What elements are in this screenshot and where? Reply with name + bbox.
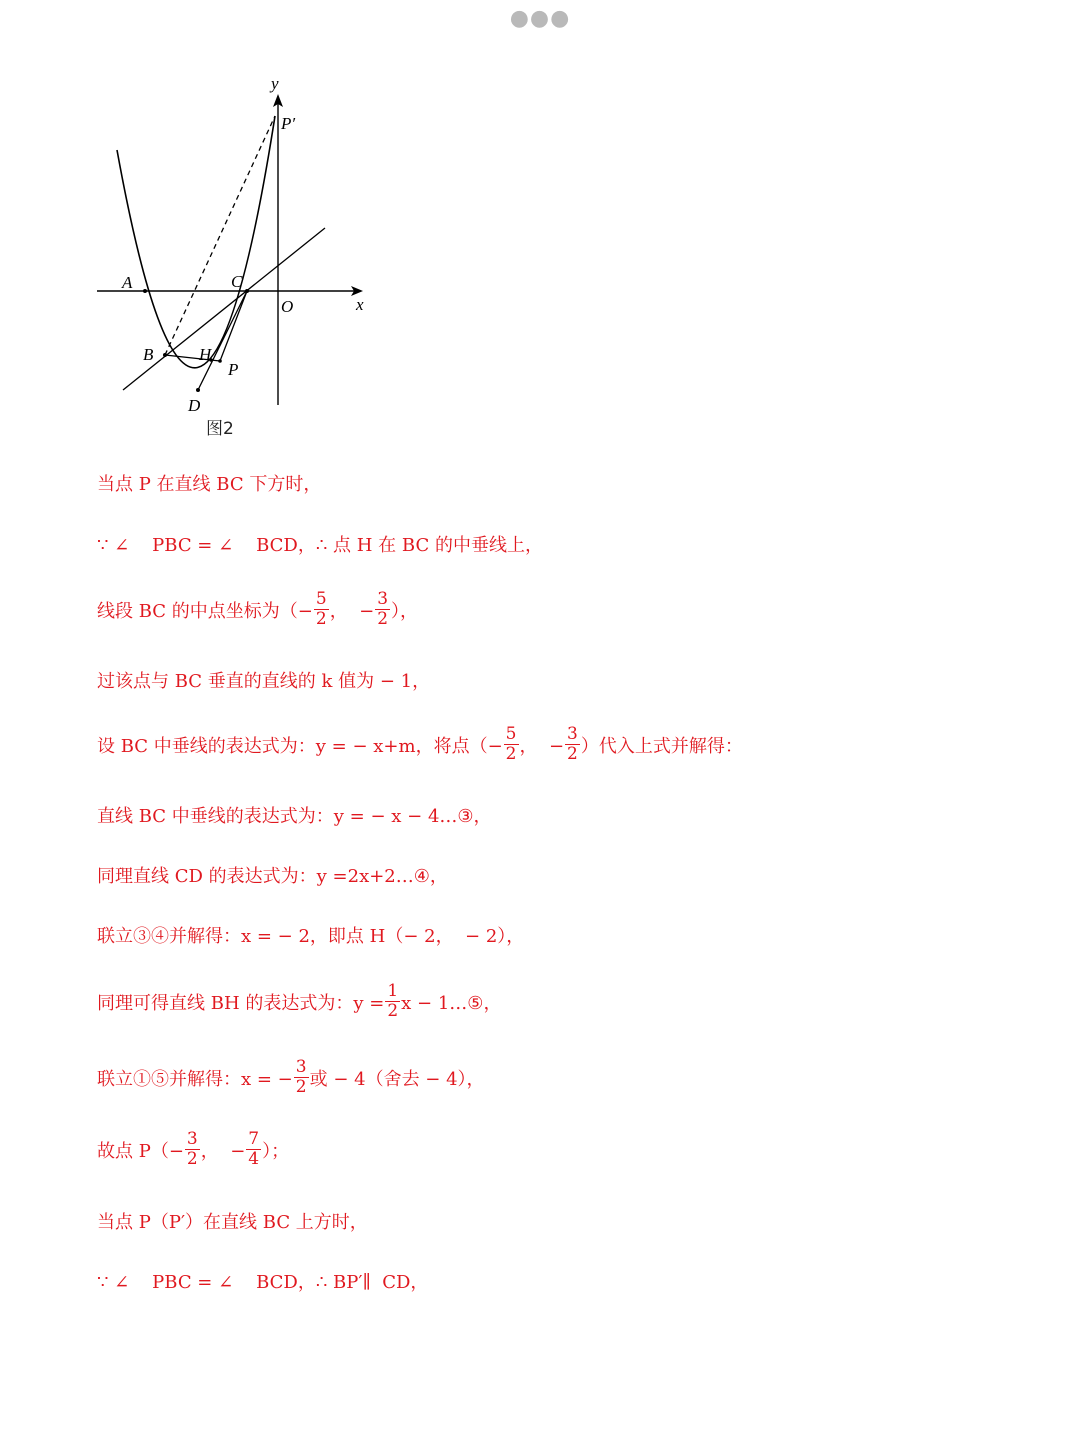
fraction-numerator: 3 — [567, 724, 578, 744]
text-segment: ∵ ∠ PBC = ∠ BCD，∴ BP′∥ CD， — [97, 1272, 429, 1293]
fraction-denominator: 2 — [315, 609, 327, 629]
text-segment: 或 − 4（舍去 − 4）， — [309, 1068, 485, 1090]
fraction — [385, 982, 400, 1021]
solution-line — [97, 922, 524, 948]
figure-caption: 图2 — [206, 419, 234, 439]
text-segment: ）代入上式并解得： — [580, 735, 743, 757]
label-b: B — [143, 345, 154, 364]
fraction — [246, 1130, 261, 1169]
label-h: H — [199, 345, 212, 364]
solution-line — [97, 531, 543, 557]
solution-line — [97, 725, 743, 764]
point-c — [245, 289, 249, 293]
parabola-curve — [117, 116, 275, 368]
text-segment: x − 1…⑤， — [401, 992, 502, 1014]
text-segment: 设 BC 中垂线的表达式为：y = − x+m，将点（− — [97, 735, 503, 757]
solution-line — [97, 470, 321, 496]
fraction-denominator: 2 — [505, 744, 517, 764]
text-segment: 当点 P 在直线 BC 下方时， — [97, 474, 322, 495]
text-segment: 故点 P（− — [97, 1140, 184, 1162]
text-segment: 同理直线 CD 的表达式为：y =2x+2…④， — [97, 866, 448, 887]
text-segment: 当点 P（P′）在直线 BC 上方时， — [97, 1212, 368, 1233]
text-segment: ， − — [200, 1140, 246, 1162]
fraction-numerator: 3 — [295, 1057, 307, 1077]
fraction-denominator: 4 — [248, 1149, 260, 1169]
fraction — [565, 725, 580, 764]
fraction-denominator: 2 — [295, 1077, 307, 1097]
text-segment: ， − — [519, 735, 565, 757]
fraction-numerator: 5 — [315, 589, 327, 609]
text-segment: ）， — [391, 600, 419, 622]
line-bc — [123, 228, 325, 390]
text-segment: 同理可得直线 BH 的表达式为：y = — [97, 992, 385, 1014]
math-figure — [95, 72, 385, 442]
fraction — [375, 590, 390, 629]
solution-line — [97, 802, 492, 828]
text-segment: ， − — [329, 600, 375, 622]
fraction-numerator: 5 — [505, 724, 517, 744]
parabola-diagram — [95, 72, 385, 442]
text-segment: 联立③④并解得：x = − 2，即点 H（− 2， − 2）， — [97, 926, 525, 947]
label-y: y — [271, 74, 279, 93]
fraction-denominator: 2 — [567, 744, 578, 764]
point-d — [196, 388, 200, 392]
fraction — [294, 1058, 309, 1097]
fraction-denominator: 2 — [377, 609, 389, 629]
text-segment: 过该点与 BC 垂直的直线的 k 值为 − 1， — [97, 671, 431, 692]
label-a: A — [122, 273, 133, 292]
point-a — [143, 289, 147, 293]
fraction-numerator: 7 — [248, 1129, 260, 1149]
fraction-numerator: 3 — [186, 1129, 198, 1149]
solution-line — [97, 1268, 428, 1294]
point-p — [218, 359, 222, 363]
fraction-denominator: 2 — [387, 1001, 399, 1021]
point-b — [163, 353, 167, 357]
label-o: O — [281, 297, 294, 316]
solution-line — [97, 1058, 485, 1097]
text-segment: ∵ ∠ PBC = ∠ BCD，∴ 点 H 在 BC 的中垂线上， — [97, 535, 543, 556]
label-d: D — [188, 396, 201, 415]
fraction-denominator: 2 — [186, 1149, 198, 1169]
solution-line — [97, 1130, 289, 1169]
more-dots-icon[interactable]: ●●● — [509, 6, 571, 31]
fraction-numerator: 1 — [387, 981, 399, 1001]
solution-line — [97, 667, 430, 693]
label-p-prime: P′ — [281, 114, 296, 133]
fraction — [314, 590, 329, 629]
solution-line — [97, 590, 418, 629]
text-segment: 线段 BC 的中点坐标为（− — [97, 600, 313, 622]
solution-line — [97, 982, 501, 1021]
solution-line — [97, 1208, 368, 1234]
text-segment: ）； — [262, 1140, 290, 1162]
fraction-numerator: 3 — [377, 589, 389, 609]
fraction — [504, 725, 519, 764]
solution-line — [97, 862, 448, 888]
fraction — [185, 1130, 200, 1169]
label-p: P — [228, 360, 239, 379]
segment-cd — [198, 291, 247, 390]
text-segment: 联立①⑤并解得：x = − — [97, 1068, 293, 1090]
text-segment: 直线 BC 中垂线的表达式为：y = − x − 4…③， — [97, 806, 492, 827]
label-x: x — [356, 295, 364, 314]
dashed-line-bp-prime — [165, 116, 275, 355]
label-c: C — [231, 272, 243, 291]
